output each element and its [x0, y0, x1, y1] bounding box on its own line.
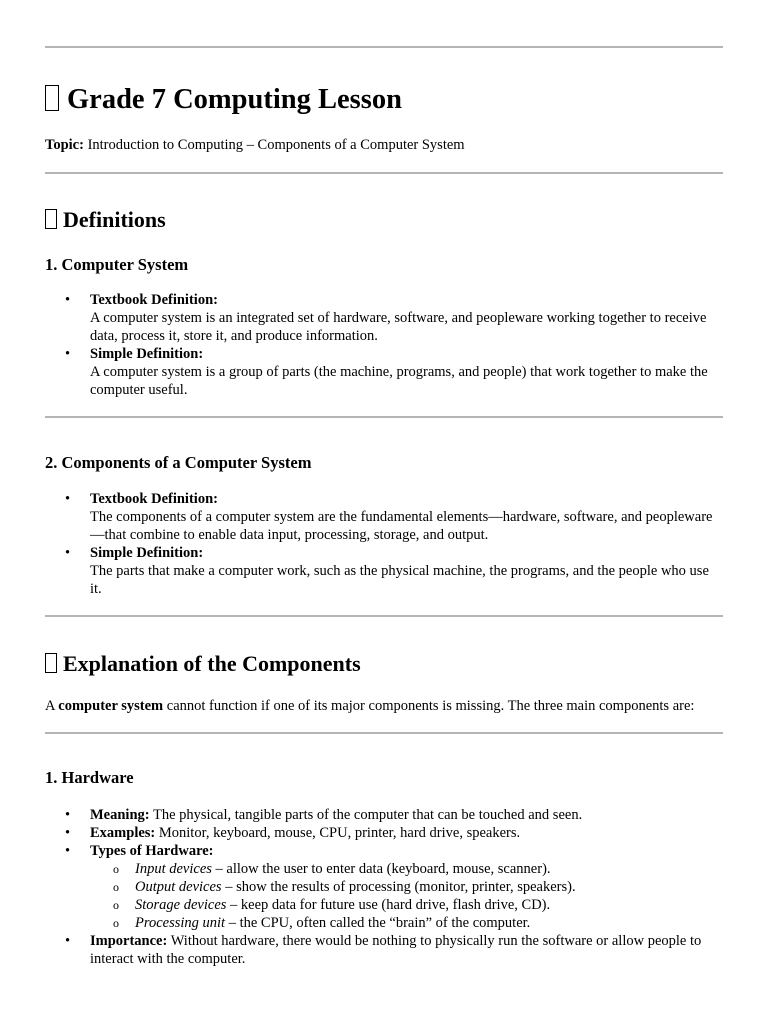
divider [45, 615, 723, 617]
topic-value: Introduction to Computing – Components of a Computer System [87, 137, 465, 153]
divider [45, 46, 723, 48]
definition-label: • Textbook Definition: [90, 292, 218, 308]
definition-label: • Textbook Definition: [90, 491, 218, 507]
definitions-heading: Definitions [45, 208, 723, 232]
list-item: o Input devices – allow the user to enter data (keyboard, mouse, scanner). [90, 860, 723, 878]
list-item: o Processing unit – the CPU, often called the “brain” of the computer. [90, 914, 723, 932]
list-item [45, 291, 723, 345]
definition-label: • Simple Definition: [90, 346, 204, 362]
divider [45, 732, 723, 734]
page-title-text: Grade 7 Computing Lesson [67, 84, 402, 115]
divider [45, 416, 723, 418]
gear-icon [45, 653, 57, 673]
list-item: • Types of Hardware: o Input devices – allow the user to enter data (keyboard, mouse, scanner). o Output devices – show the results of processing (monitor, printer, speakers). o Storage devices – keep data for future use (hard drive, flash drive, CD). o Processing unit – the CPU, often called the “brain” of the computer. [45, 842, 723, 932]
definition-text: A computer system is an integrated set of hardware, software, and peopleware working together to receive data, process it, store it, and produce information. [90, 310, 707, 344]
definition-text: The parts that make a computer work, such as the physical machine, the programs, and the people who use it. [90, 563, 709, 597]
hardware-list [45, 806, 723, 968]
computer-system-definitions [45, 291, 723, 399]
topic-label: Topic: [45, 137, 84, 153]
explanation-intro: A computer system cannot function if one of its major components is missing. The three main components are: [45, 698, 695, 714]
hardware-heading: 1. Hardware [45, 768, 134, 787]
notepad-icon [45, 209, 57, 229]
explanation-heading: Explanation of the Components [45, 652, 723, 676]
list-item: • Examples: Monitor, keyboard, mouse, CPU, printer, hard drive, speakers. [45, 824, 723, 842]
computer-system-heading: 1. Computer System [45, 255, 189, 274]
components-heading: 2. Components of a Computer System [45, 453, 312, 472]
definition-label: • Simple Definition: [90, 545, 204, 561]
divider [45, 172, 723, 174]
topic-line [45, 136, 723, 154]
components-definitions [45, 490, 723, 598]
book-icon [45, 85, 59, 111]
list-item [45, 345, 723, 399]
list-item: • Importance: Without hardware, there would be nothing to physically run the software or allow people to interact with the computer. [45, 932, 723, 968]
list-item: o Storage devices – keep data for future use (hard drive, flash drive, CD). [90, 896, 723, 914]
list-item [45, 544, 723, 598]
list-item: • Meaning: The physical, tangible parts of the computer that can be touched and seen. [45, 806, 723, 824]
list-item: o Output devices – show the results of processing (monitor, printer, speakers). [90, 878, 723, 896]
definition-text: A computer system is a group of parts (the machine, programs, and people) that work together to make the computer useful. [90, 364, 708, 398]
definition-text: The components of a computer system are the fundamental elements—hardware, software, and peopleware—that combine to enable data input, processing, storage, and output. [90, 509, 713, 543]
hardware-types-list [90, 860, 723, 932]
page-title [45, 84, 723, 115]
list-item [45, 490, 723, 544]
